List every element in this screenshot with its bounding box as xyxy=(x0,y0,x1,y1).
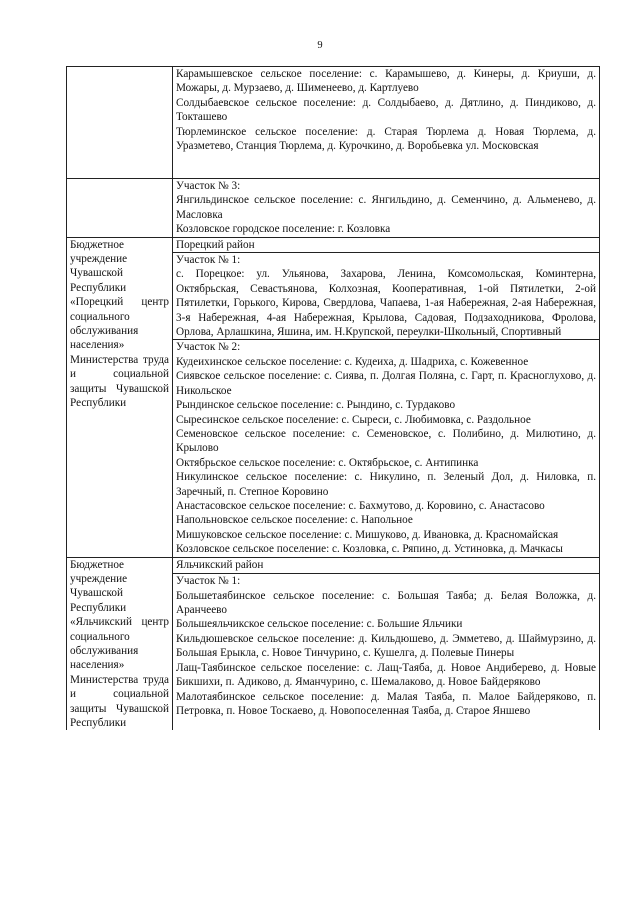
territory-cell xyxy=(173,340,600,557)
territory-line: Козловское сельское поселение: с. Козловка, с. Ряпино, д. Устиновка, д. Мачкасы xyxy=(176,543,563,556)
territory-line: Кильдюшевское сельское поселение: д. Кильдюшево, д. Эмметево, д. Шаймурзино, д. Большая Ерыкла, с. Новое Тинчурино, с. Кушелга, д. Полевые Пинеры xyxy=(176,632,596,660)
district-cell xyxy=(173,237,600,252)
territory-line: Сыресинское сельское поселение: с. Сыреси, с. Любимовка, с. Раздольное xyxy=(176,413,531,426)
territory-line: Лащ-Таябинское сельское поселение: с. Лащ-Таяба, д. Новое Андиберево, д. Новые Бикшихи, п. Адиково, д. Яманчурино, с. Шемалаково, д. Новое Байдеряково xyxy=(176,661,596,689)
territory-line: Кудеихинское сельское поселение: с. Кудеиха, д. Шадриха, с. Кожевенное xyxy=(176,355,529,368)
table-row xyxy=(67,67,600,179)
institution-cell xyxy=(67,237,173,557)
territory-line: Малотаябинское сельское поселение: д. Малая Таяба, п. Малое Байдеряково, п. Петровка, п. Новое Тоскаево, д. Новопоселенная Таяба, д. Старое Яншево xyxy=(176,690,596,717)
territory-line: Сиявское сельское поселение: с. Сиява, п. Долгая Поляна, с. Гарт, п. Красноглухово, д. Никольское xyxy=(176,370,596,397)
institution-cell xyxy=(67,557,173,730)
table-row xyxy=(67,557,600,574)
territory-line: Никулинское сельское поселение: с. Никулино, п. Зеленый Дол, д. Ниловка, п. Заречный, п. Степное Коровино xyxy=(176,471,596,498)
territory-line: Карамышевское сельское поселение: с. Карамышево, д. Кинеры, д. Криуши, д. Можары, д. Мурзаево, д. Шименеево, д. Картлуево xyxy=(176,68,596,95)
territory-cell xyxy=(173,67,600,179)
territory-cell xyxy=(173,574,600,731)
page-number: 9 xyxy=(317,40,323,51)
district-name: Порецкий район xyxy=(176,238,255,251)
district-name: Яльчикский район xyxy=(176,558,264,571)
institution-cell-empty xyxy=(67,179,173,238)
uchastok-heading: Участок № 1: xyxy=(176,254,241,267)
territory-line: Мишуковское сельское поселение: с. Мишуково, д. Ивановка, д. Красномайская xyxy=(176,528,559,541)
district-cell xyxy=(173,557,600,574)
territory-line: Рындинское сельское поселение: с. Рындино, с. Турдаково xyxy=(176,399,456,412)
territory-line: Анастасовское сельское поселение: с. Бахмутово, д. Коровино, с. Анастасово xyxy=(176,499,545,512)
table-row xyxy=(67,179,600,238)
uchastok-heading: Участок № 1: xyxy=(176,575,241,588)
territory-cell xyxy=(173,253,600,340)
territory-line: Солдыбаевское сельское поселение: д. Солдыбаево, д. Дятлино, д. Пиндиково, д. Токташево xyxy=(176,96,596,124)
service-areas-table xyxy=(66,66,600,730)
territory-line: Напольновское сельское поселение: с. Напольное xyxy=(176,514,413,527)
territory-line: Козловское городское поселение: г. Козловка xyxy=(176,223,391,236)
territory-line: с. Порецкое: ул. Ульянова, Захарова, Ленина, Комсомольская, Коминтерна, Октябрьская, Севастьянова, Колхозная, Кооперативная, 1-ой Пятилетки, 2-ой Пятилетки, Горького, Кирова, Свердлова, Чапаева, 1-ая Набережная, 2-ая Набережная, 3-я Набережная, 4-ая Набережная, Крылова, Садовая, Подзаходникова, Фролова, Орлова, Арлашкина, Яшина, им. Н.Крупской, переулки-Школьный, Спортивный xyxy=(176,268,596,339)
institution-name: Бюджетное учреждение Чувашской Республики «Яльчикский центр социального обслуживания населения» Министерства труда и социальной защиты Чувашской Республики xyxy=(70,558,169,730)
uchastok-heading: Участок № 2: xyxy=(176,341,241,354)
territory-line: Янгильдинское сельское поселение: с. Янгильдино, д. Семенчино, д. Альменево, д. Масловка xyxy=(176,194,596,221)
territory-line: Семеновское сельское поселение: с. Семеновское, с. Полибино, д. Милютино, д. Крылово xyxy=(176,427,596,455)
territory-line: Большетаябинское сельское поселение: с. Большая Таяба; д. Белая Воложка, д. Аранчеево xyxy=(176,589,596,617)
uchastok-heading: Участок № 3: xyxy=(176,180,241,192)
institution-name: Бюджетное учреждение Чувашской Республики «Порецкий центр социального обслуживания населения» Министерства труда и социальной защиты Чувашской Республики xyxy=(70,238,169,410)
territory-cell xyxy=(173,179,600,238)
territory-line: Октябрьское сельское поселение: с. Октябрьское, с. Антипинка xyxy=(176,456,479,469)
institution-cell-empty xyxy=(67,67,173,179)
territory-line: Тюрлеминское сельское поселение: д. Старая Тюрлема д. Новая Тюрлема, д. Уразметево, Станция Тюрлема, д. Курочкино, д. Воробьевка ул. Московская xyxy=(176,125,596,153)
territory-line: Большеяльчикское сельское поселение: с. Большие Яльчики xyxy=(176,618,463,631)
table-row xyxy=(67,237,600,252)
